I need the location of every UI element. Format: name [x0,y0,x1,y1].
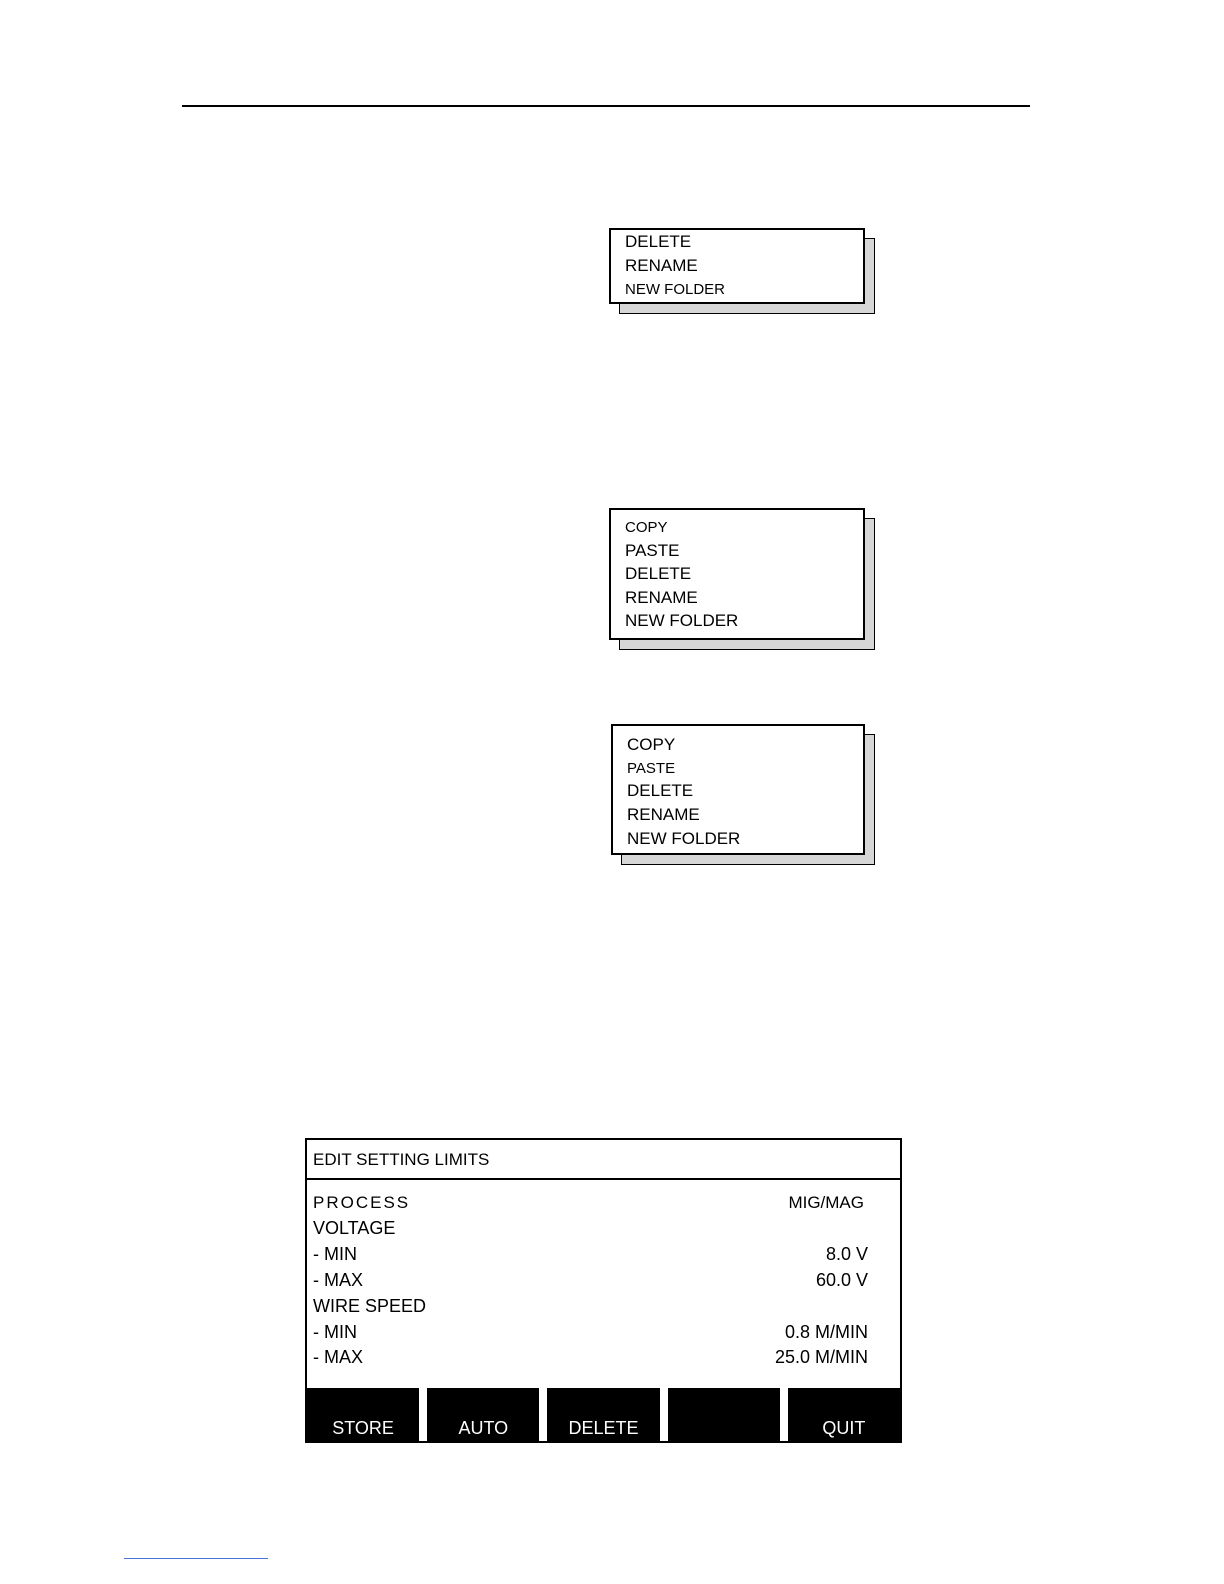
header-rule [182,105,1030,107]
menu-item-copy[interactable]: COPY [627,735,676,754]
menu-item-delete[interactable]: DELETE [625,564,692,583]
menu-item-rename[interactable]: RENAME [625,588,698,607]
context-menu-copy-active [609,508,865,640]
voltage-max-value: 60.0 V [815,1270,868,1290]
menu-item-delete[interactable]: DELETE [625,232,692,251]
menu-box [609,508,865,640]
menu-item-paste[interactable]: PASTE [625,541,680,560]
wire-speed-max-label[interactable]: - MAX [313,1347,364,1367]
wire-speed-min-label[interactable]: - MIN [313,1322,357,1342]
voltage-min-value: 8.0 V [825,1244,868,1264]
wire-speed-max-value: 25.0 M/MIN [774,1347,868,1367]
quit-button[interactable]: QUIT [788,1388,900,1443]
menu-item-rename[interactable]: RENAME [627,805,700,824]
menu-box [609,228,865,304]
voltage-label: VOLTAGE [313,1218,396,1238]
panel-title: EDIT SETTING LIMITS [313,1150,490,1169]
menu-item-delete[interactable]: DELETE [627,781,694,800]
wire-speed-label: WIRE SPEED [313,1296,427,1316]
auto-button[interactable]: AUTO [427,1388,539,1443]
menu-item-rename[interactable]: RENAME [625,256,698,275]
process-value: MIG/MAG [788,1193,864,1212]
context-menu-paste-active [611,724,865,855]
wire-speed-min-value: 0.8 M/MIN [784,1322,868,1342]
menu-item-paste[interactable]: PASTE [627,760,676,777]
menu-item-copy[interactable]: COPY [625,519,668,536]
edit-setting-limits-panel [305,1138,902,1443]
menu-item-new-folder[interactable]: NEW FOLDER [625,611,739,630]
voltage-min-label[interactable]: - MIN [313,1244,357,1264]
context-menu-file [609,228,865,304]
store-button[interactable]: STORE [307,1388,419,1443]
title-divider [307,1178,900,1180]
menu-box [611,724,865,855]
menu-item-new-folder[interactable]: NEW FOLDER [625,281,726,298]
voltage-max-label[interactable]: - MAX [313,1270,364,1290]
blank-softkey[interactable] [668,1388,780,1443]
delete-button[interactable]: DELETE [547,1388,659,1443]
menu-item-new-folder[interactable]: NEW FOLDER [627,829,741,848]
process-label[interactable]: PROCESS [313,1193,411,1212]
footer-rule [124,1558,268,1559]
softkey-bar [307,1388,900,1443]
